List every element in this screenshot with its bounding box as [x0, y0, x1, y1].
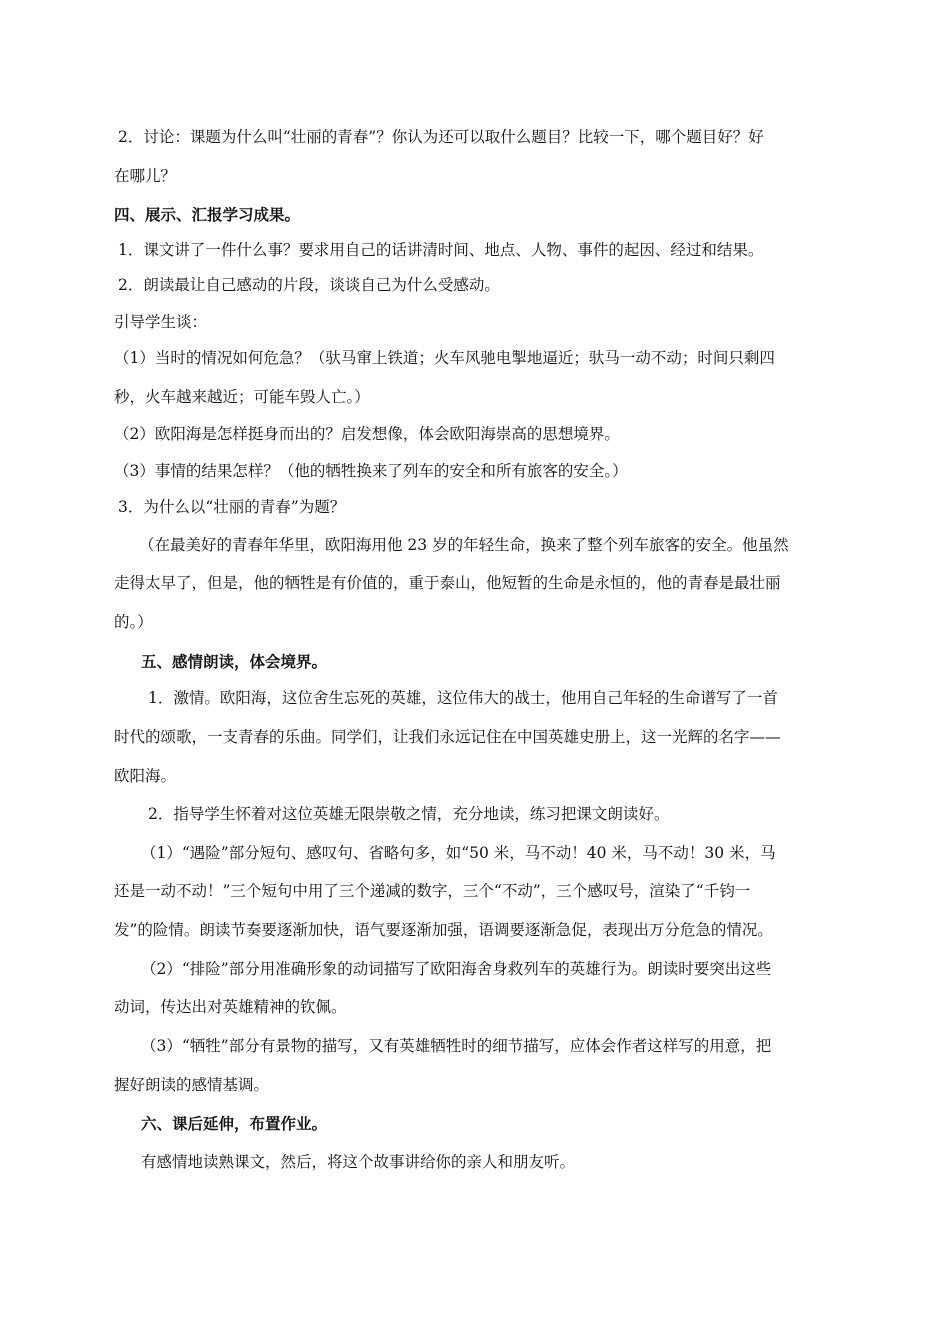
paragraph-line: 欧阳海。	[114, 767, 177, 785]
paragraph-line: （3）事情的结果怎样？（他的牺牲换来了列车的安全和所有旅客的安全。）	[114, 462, 628, 480]
paragraph-line: 握好朗读的感情基调。	[114, 1076, 270, 1094]
section-heading: 四、展示、汇报学习成果。	[114, 205, 301, 224]
paragraph-line: 引导学生谈：	[114, 313, 208, 331]
paragraph-line: 还是一动不动！”三个短句中用了三个递减的数字，三个“不动”，三个感叹号，渲染了“千钧一	[114, 882, 751, 900]
paragraph-line: （在最美好的青春年华里，欧阳海用他 23 岁的年轻生命，换来了整个列车旅客的安全。他虽然	[139, 536, 789, 554]
paragraph-line: 1．激情。欧阳海，这位舍生忘死的英雄，这位伟大的战士，他用自己年轻的生命谱写了一首	[148, 689, 778, 707]
paragraph-line: 3．为什么以“壮丽的青春”为题？	[118, 498, 346, 516]
paragraph-line: 1．课文讲了一件什么事？要求用自己的话讲清时间、地点、人物、事件的起因、经过和结果。	[118, 241, 764, 259]
paragraph-line: 时代的颂歌，一支青春的乐曲。同学们，让我们永远记住在中国英雄史册上，这一光辉的名字——	[114, 728, 781, 746]
paragraph-line: 2．指导学生怀着对这位英雄无限崇敬之情，充分地读，练习把课文朗读好。	[148, 805, 670, 823]
paragraph-line: （2）“排险”部分用准确形象的动词描写了欧阳海舍身救列车的英雄行为。朗读时要突出这些	[141, 960, 772, 978]
paragraph-line: 走得太早了，但是，他的牺牲是有价值的，重于泰山，他短暂的生命是永恒的，他的青春是最壮丽	[114, 574, 781, 592]
paragraph-line: 2．讨论：课题为什么叫“壮丽的青春”？你认为还可以取什么题目？比较一下，哪个题目好？好	[118, 128, 764, 146]
paragraph-line: 有感情地读熟课文，然后，将这个故事讲给你的亲人和朋友听。	[141, 1153, 576, 1171]
paragraph-line: （2）欧阳海是怎样挺身而出的？启发想像，体会欧阳海崇高的思想境界。	[114, 425, 620, 443]
paragraph-line: 秒，火车越来越近；可能车毁人亡。）	[114, 388, 370, 406]
paragraph-line: 在哪儿？	[114, 167, 177, 185]
paragraph-line: （1）当时的情况如何危急？（驮马窜上铁道；火车风驰电掣地逼近；驮马一动不动；时间只剩四	[114, 349, 775, 367]
section-heading: 五、感情朗读，体会境界。	[141, 652, 328, 671]
paragraph-line: 的。）	[114, 613, 153, 631]
section-heading: 六、课后延伸，布置作业。	[141, 1114, 328, 1133]
paragraph-line: 动词，传达出对英雄精神的钦佩。	[114, 998, 347, 1016]
paragraph-line: （3）“牺牲”部分有景物的描写，又有英雄牺牲时的细节描写，应体会作者这样写的用意，把	[141, 1037, 772, 1055]
paragraph-line: （1）“遇险”部分短句、感叹句、省略句多，如“50 米，马不动！40 米，马不动！30 米，马	[141, 844, 776, 862]
paragraph-line: 发”的险情。朗读节奏要逐渐加快，语气要逐渐加强，语调要逐渐急促，表现出万分危急的情况。	[114, 921, 773, 939]
paragraph-line: 2．朗读最让自己感动的片段，谈谈自己为什么受感动。	[118, 276, 500, 294]
